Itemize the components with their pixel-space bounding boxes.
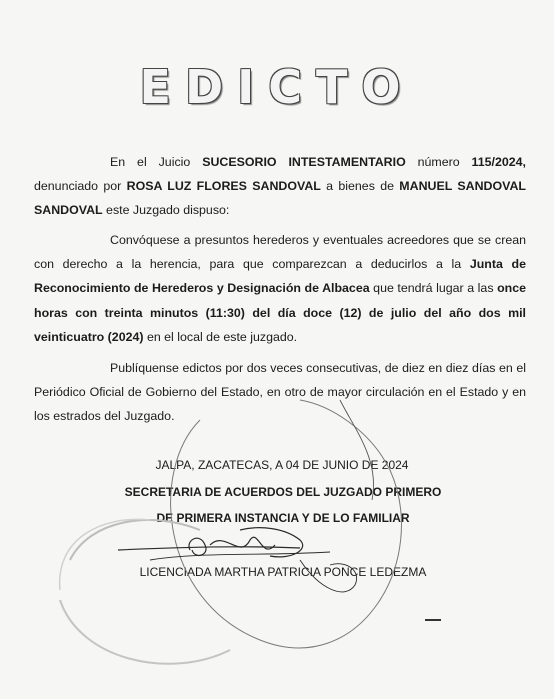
paragraph-publication: Publíquense edictos por dos veces consecutivas, de diez en diez días en el Periódico Oficial de Gobierno del Estado, en otro de mayor circulación en el Estado y en los estrados del Juzgado. — [34, 361, 526, 424]
p2-text-1: Convóquese a presuntos herederos y eventuales acreedores que se crean con derecho a la herencia, para que comparezcan a deducirlos a la — [34, 233, 526, 272]
p2-datetime: once horas con treinta minutos (11:30) del día doce (12) de julio del año dos mil veinticuatro (2024) — [34, 281, 526, 344]
place-date: JALPA, ZACATECAS, A 04 DE JUNIO DE 2024 — [155, 458, 409, 472]
p2-meeting: Junta de Reconocimiento de Herederos y Designación de Albacea — [34, 257, 526, 296]
p1-text-4: a bienes de — [320, 179, 400, 194]
p1-case-type: SUCESORIO INTESTAMENTARIO — [202, 155, 406, 169]
p1-text-2: número — [405, 155, 472, 169]
margin-mark — [425, 619, 441, 621]
p1-text-5: este Juzgado dispuso: — [102, 203, 230, 218]
signer-name: LICENCIADA MARTHA PATRICIA PONCE LEDEZMA — [139, 565, 427, 579]
handwritten-signature-icon — [118, 528, 357, 592]
p2-text-3: en el local de este juzgado. — [143, 329, 298, 344]
seal-edge-line — [340, 400, 374, 500]
office-line-2: DE PRIMERA INSTANCIA Y DE LO FAMILIAR — [156, 511, 410, 525]
p1-case-number: 115/2024, — [471, 155, 526, 169]
court-seal-icon — [60, 400, 402, 664]
p1-text-1: En el Juicio — [110, 155, 203, 169]
p2-text-2: que tendrá lugar a las — [369, 281, 498, 296]
p1-deceased: MANUEL SANDOVAL SANDOVAL — [34, 179, 526, 218]
page-title: EDICTO — [139, 60, 415, 114]
p1-claimant: ROSA LUZ FLORES SANDOVAL — [126, 179, 321, 194]
p1-text-3: denunciado por — [34, 179, 127, 194]
office-line-1: SECRETARIA DE ACUERDOS DEL JUZGADO PRIMERO — [124, 485, 442, 499]
